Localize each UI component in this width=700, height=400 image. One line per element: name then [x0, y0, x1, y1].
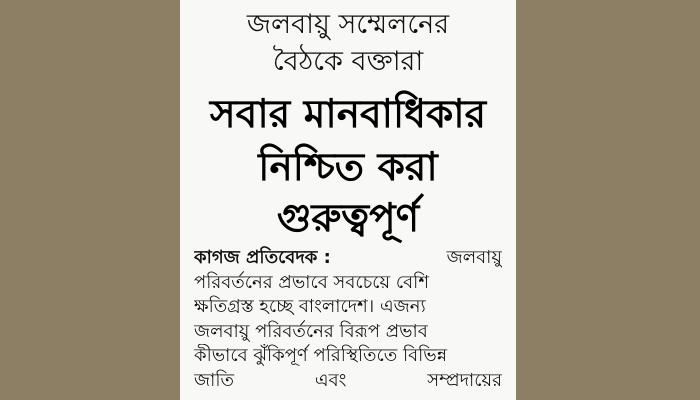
headline-line-3: গুরুত্বপূর্ণ — [276, 196, 420, 241]
body-word-jati: জাতি — [194, 369, 234, 391]
body-line-4: জলবায়ু পরিবর্তনের বিরূপ প্রভাব — [194, 320, 428, 342]
article-body — [194, 246, 502, 393]
kicker-line-2: বৈঠকে বক্তারা — [272, 46, 424, 77]
kicker-line-1: জলবায়ু সম্মেলনের — [246, 9, 450, 40]
byline: কাগজ প্রতিবেদক : — [194, 247, 331, 268]
body-line-1-text: জলবায়ু — [446, 247, 502, 268]
body-line-2: পরিবর্তনের প্রভাবে সবচেয়ে বেশি — [194, 271, 429, 293]
body-line-6 — [194, 369, 502, 394]
body-word-sampraday: সম্প্রদায়ের — [427, 369, 502, 391]
body-line-1 — [194, 246, 502, 271]
body-line-5: কীভাবে ঝুঁকিপূর্ণ পরিস্থিতিতে বিভিন্ন — [194, 345, 447, 366]
body-word-ebong: এবং — [314, 369, 347, 391]
headline-line-2: নিশ্চিত করা — [258, 145, 438, 190]
newspaper-clipping — [180, 0, 516, 400]
body-line-3: ক্ষতিগ্রস্ত হচ্ছে বাংলাদেশ। এজন্য — [194, 296, 426, 317]
headline-line-1: সবার মানবাধিকার — [209, 92, 487, 137]
